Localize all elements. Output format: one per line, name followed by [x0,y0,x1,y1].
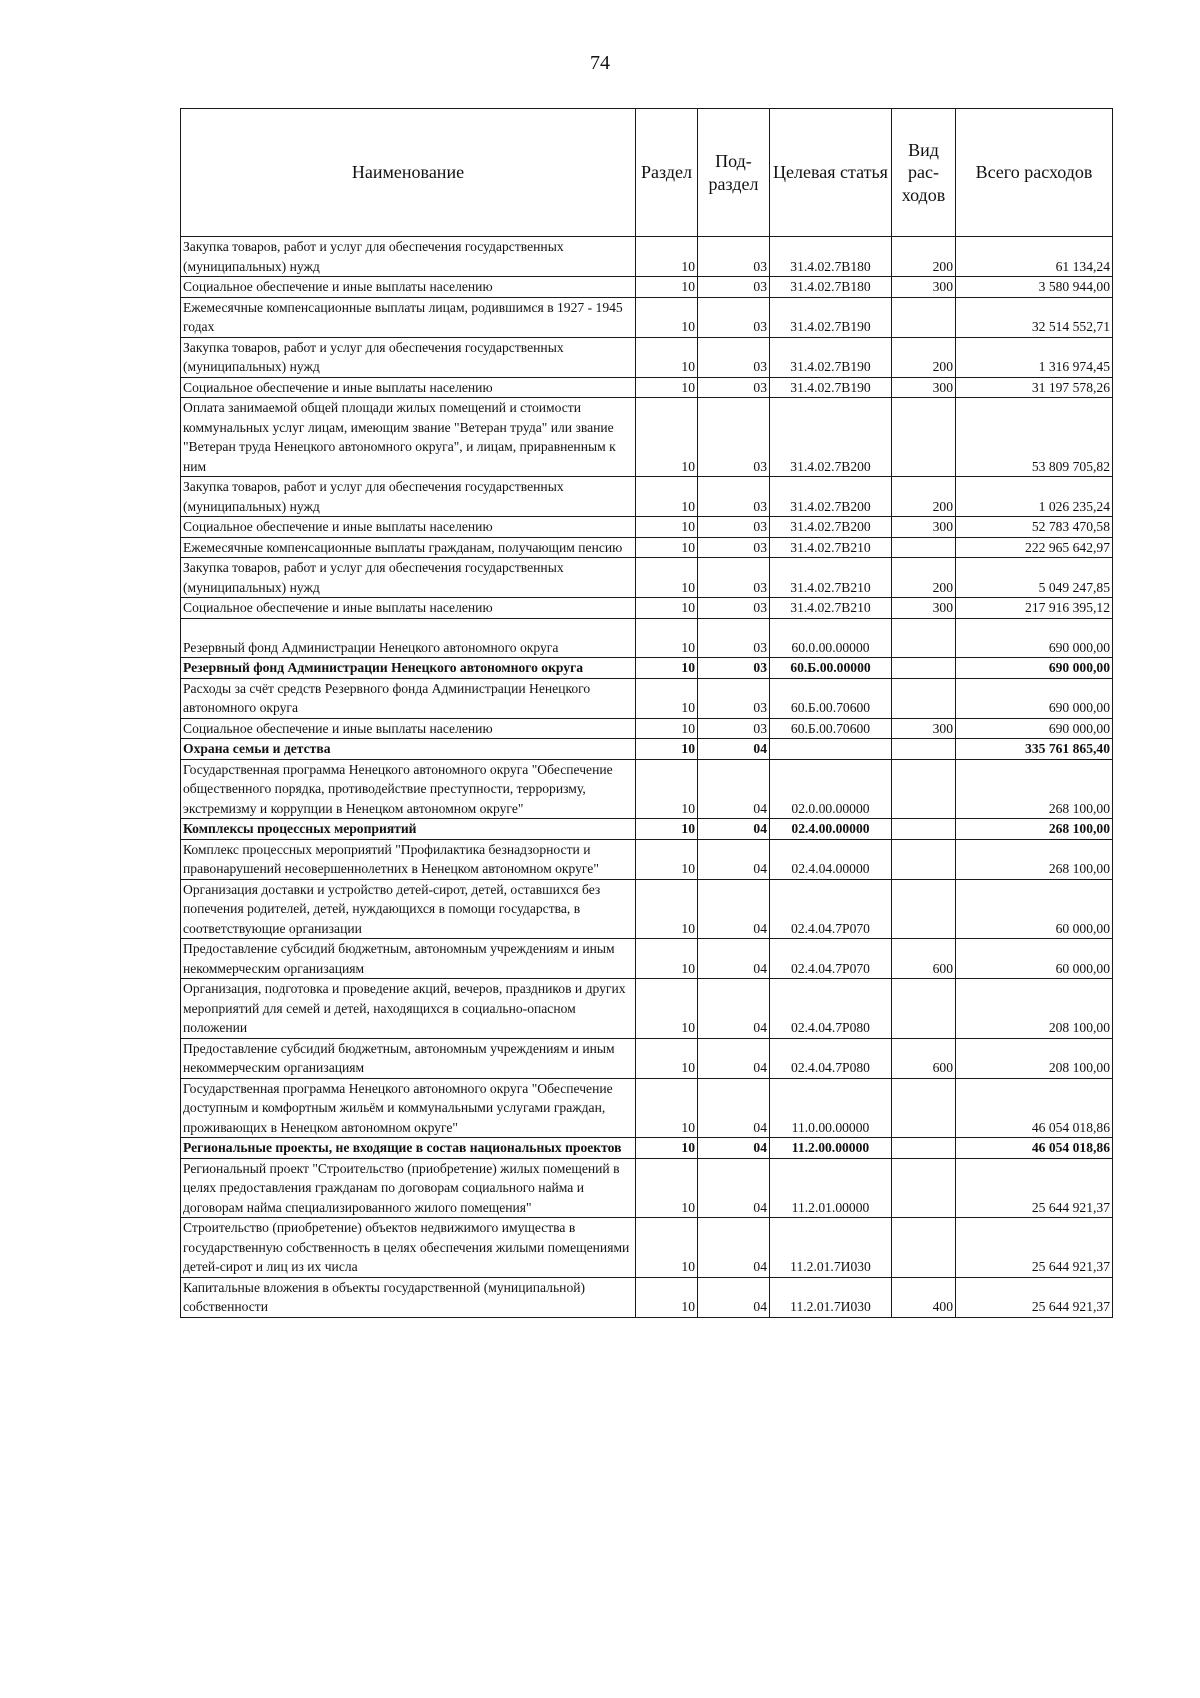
cell-article: 11.2.01.7И030 [770,1218,892,1278]
cell-name: Закупка товаров, работ и услуг для обеспечения государственных (муниципальных) нужд [181,337,636,377]
cell-total: 52 783 470,58 [956,517,1113,538]
table-row [181,558,1113,598]
cell-section: 10 [636,277,698,298]
table-row [181,879,1113,939]
cell-kind: 300 [892,277,956,298]
cell-section: 10 [636,759,698,819]
cell-total: 1 026 235,24 [956,477,1113,517]
cell-name: Ежемесячные компенсационные выплаты лицам, родившимся в 1927 - 1945 годах [181,297,636,337]
cell-kind [892,297,956,337]
cell-name: Предоставление субсидий бюджетным, автономным учреждениям и иным некоммерческим организациям [181,939,636,979]
table-row [181,537,1113,558]
cell-section: 10 [636,1078,698,1138]
table-row [181,277,1113,298]
cell-section: 10 [636,879,698,939]
table-row [181,377,1113,398]
cell-kind [892,678,956,718]
cell-name: Расходы за счёт средств Резервного фонда Администрации Ненецкого автономного округа [181,678,636,718]
cell-subsection: 04 [698,1078,770,1138]
cell-kind [892,759,956,819]
cell-section: 10 [636,658,698,679]
cell-kind [892,398,956,477]
cell-article: 60.Б.00.70600 [770,678,892,718]
table-row [181,718,1113,739]
cell-section: 10 [636,939,698,979]
cell-section: 10 [636,1218,698,1278]
table-row [181,939,1113,979]
cell-subsection: 03 [698,477,770,517]
cell-article: 31.4.02.7В210 [770,598,892,619]
cell-section: 10 [636,1158,698,1218]
cell-subsection: 04 [698,739,770,760]
cell-article: 31.4.02.7В190 [770,377,892,398]
cell-subsection: 04 [698,879,770,939]
cell-name: Закупка товаров, работ и услуг для обеспечения государственных (муниципальных) нужд [181,477,636,517]
cell-article: 31.4.02.7В210 [770,537,892,558]
cell-kind: 200 [892,558,956,598]
cell-section: 10 [636,819,698,840]
cell-kind [892,1218,956,1278]
cell-kind [892,618,956,658]
cell-article: 02.4.00.00000 [770,819,892,840]
cell-subsection: 03 [698,377,770,398]
cell-article: 02.4.04.7Р070 [770,939,892,979]
cell-section: 10 [636,1277,698,1317]
cell-subsection: 03 [698,337,770,377]
cell-subsection: 04 [698,979,770,1039]
budget-table [180,108,1113,1318]
table-row [181,517,1113,538]
header-section: Раздел [636,109,698,237]
cell-total: 690 000,00 [956,658,1113,679]
cell-subsection: 04 [698,1218,770,1278]
cell-section: 10 [636,477,698,517]
cell-total: 60 000,00 [956,939,1113,979]
table-row [181,979,1113,1039]
cell-article: 02.4.04.7Р080 [770,1038,892,1078]
cell-subsection: 03 [698,277,770,298]
cell-name: Государственная программа Ненецкого автономного округа "Обеспечение доступным и комфортным жильём и коммунальными услугами граждан, проживающих в Ненецком автономном округе" [181,1078,636,1138]
cell-section: 10 [636,718,698,739]
cell-total: 46 054 018,86 [956,1078,1113,1138]
cell-kind [892,879,956,939]
cell-article [770,739,892,760]
cell-article: 02.0.00.00000 [770,759,892,819]
cell-subsection: 04 [698,759,770,819]
cell-total: 222 965 642,97 [956,537,1113,558]
header-subsection: Под-раздел [698,109,770,237]
cell-subsection: 04 [698,839,770,879]
cell-name: Социальное обеспечение и иные выплаты населению [181,598,636,619]
table-row [181,398,1113,477]
header-total: Всего расходов [956,109,1113,237]
cell-name: Резервный фонд Администрации Ненецкого автономного округа [181,618,636,658]
cell-kind: 300 [892,517,956,538]
cell-kind: 200 [892,477,956,517]
cell-total: 53 809 705,82 [956,398,1113,477]
cell-section: 10 [636,537,698,558]
cell-subsection: 04 [698,819,770,840]
cell-name: Организация, подготовка и проведение акций, вечеров, праздников и других мероприятий для семей и детей, находящихся в социально-опасном положении [181,979,636,1039]
cell-name: Социальное обеспечение и иные выплаты населению [181,718,636,739]
cell-subsection: 04 [698,1038,770,1078]
table-row [181,839,1113,879]
cell-total: 32 514 552,71 [956,297,1113,337]
cell-total: 217 916 395,12 [956,598,1113,619]
cell-subsection: 03 [698,517,770,538]
cell-subsection: 03 [698,558,770,598]
page-number: 74 [590,52,610,74]
cell-total: 268 100,00 [956,759,1113,819]
table-row [181,678,1113,718]
cell-kind: 600 [892,939,956,979]
cell-subsection: 03 [698,678,770,718]
cell-article: 31.4.02.7В180 [770,237,892,277]
table-row [181,1078,1113,1138]
cell-name: Государственная программа Ненецкого автономного округа "Обеспечение общественного порядка, противодействие преступности, терроризму, экстремизму и коррупции в Ненецком автономном округе" [181,759,636,819]
cell-total: 60 000,00 [956,879,1113,939]
cell-name: Закупка товаров, работ и услуг для обеспечения государственных (муниципальных) нужд [181,237,636,277]
cell-total: 1 316 974,45 [956,337,1113,377]
table-row [181,1138,1113,1159]
cell-subsection: 03 [698,618,770,658]
cell-name: Региональные проекты, не входящие в состав национальных проектов [181,1138,636,1159]
header-kind: Вид рас-ходов [892,109,956,237]
cell-total: 61 134,24 [956,237,1113,277]
cell-section: 10 [636,398,698,477]
table-row [181,819,1113,840]
cell-subsection: 04 [698,1138,770,1159]
cell-section: 10 [636,377,698,398]
cell-section: 10 [636,1138,698,1159]
cell-section: 10 [636,297,698,337]
cell-name: Социальное обеспечение и иные выплаты населению [181,517,636,538]
table-row [181,297,1113,337]
cell-subsection: 04 [698,1277,770,1317]
cell-total: 25 644 921,37 [956,1277,1113,1317]
table-body [181,237,1113,1318]
cell-name: Капитальные вложения в объекты государственной (муниципальной) собственности [181,1277,636,1317]
cell-kind [892,739,956,760]
table-row [181,1218,1113,1278]
cell-total: 31 197 578,26 [956,377,1113,398]
cell-kind: 300 [892,377,956,398]
table-row [181,1277,1113,1317]
cell-article: 31.4.02.7В210 [770,558,892,598]
cell-article: 60.Б.00.70600 [770,718,892,739]
cell-name: Комплекс процессных мероприятий "Профилактика безнадзорности и правонарушений несовершеннолетних в Ненецком автономном округе" [181,839,636,879]
cell-subsection: 03 [698,398,770,477]
header-name: Наименование [181,109,636,237]
cell-kind: 200 [892,337,956,377]
cell-article: 02.4.04.7Р080 [770,979,892,1039]
cell-kind [892,979,956,1039]
cell-section: 10 [636,739,698,760]
cell-section: 10 [636,558,698,598]
cell-section: 10 [636,839,698,879]
table-header-row [181,109,1113,237]
cell-name: Охрана семьи и детства [181,739,636,760]
cell-total: 208 100,00 [956,979,1113,1039]
table-row [181,598,1113,619]
cell-subsection: 03 [698,658,770,679]
cell-article: 02.4.04.00000 [770,839,892,879]
cell-total: 3 580 944,00 [956,277,1113,298]
header-article: Целевая статья [770,109,892,237]
cell-subsection: 04 [698,939,770,979]
cell-article: 11.2.01.00000 [770,1158,892,1218]
cell-total: 690 000,00 [956,618,1113,658]
cell-total: 268 100,00 [956,819,1113,840]
cell-kind [892,537,956,558]
cell-kind: 300 [892,718,956,739]
cell-section: 10 [636,618,698,658]
cell-section: 10 [636,598,698,619]
cell-article: 31.4.02.7В180 [770,277,892,298]
cell-name: Предоставление субсидий бюджетным, автономным учреждениям и иным некоммерческим организациям [181,1038,636,1078]
cell-name: Региональный проект "Строительство (приобретение) жилых помещений в целях предоставления гражданам по договорам социального найма и договорам найма специализированного жилого помещения" [181,1158,636,1218]
cell-article: 31.4.02.7В200 [770,477,892,517]
cell-article: 31.4.02.7В190 [770,297,892,337]
cell-total: 690 000,00 [956,718,1113,739]
cell-subsection: 04 [698,1158,770,1218]
cell-article: 11.2.01.7И030 [770,1277,892,1317]
cell-name: Закупка товаров, работ и услуг для обеспечения государственных (муниципальных) нужд [181,558,636,598]
cell-kind: 400 [892,1277,956,1317]
cell-section: 10 [636,517,698,538]
table-row [181,1158,1113,1218]
cell-section: 10 [636,979,698,1039]
cell-name: Ежемесячные компенсационные выплаты гражданам, получающим пенсию [181,537,636,558]
table-row [181,759,1113,819]
cell-name: Социальное обеспечение и иные выплаты населению [181,277,636,298]
cell-total: 268 100,00 [956,839,1113,879]
cell-article: 31.4.02.7В200 [770,517,892,538]
cell-article: 11.0.00.00000 [770,1078,892,1138]
cell-name: Оплата занимаемой общей площади жилых помещений и стоимости коммунальных услуг лицам, имеющим звание "Ветеран труда" или звание "Ветеран труда Ненецкого автономного округа", и лицам, приравненным к ним [181,398,636,477]
cell-total: 46 054 018,86 [956,1138,1113,1159]
cell-article: 60.0.00.00000 [770,618,892,658]
cell-section: 10 [636,1038,698,1078]
cell-subsection: 03 [698,237,770,277]
cell-total: 25 644 921,37 [956,1218,1113,1278]
table-row [181,237,1113,277]
cell-kind [892,819,956,840]
cell-name: Комплексы процессных мероприятий [181,819,636,840]
cell-kind: 300 [892,598,956,619]
cell-section: 10 [636,678,698,718]
cell-kind: 200 [892,237,956,277]
table-row [181,477,1113,517]
table-row [181,618,1113,658]
cell-total: 5 049 247,85 [956,558,1113,598]
table-row [181,1038,1113,1078]
cell-section: 10 [636,337,698,377]
cell-name: Организация доставки и устройство детей-сирот, детей, оставшихся без попечения родителей, детей, нуждающихся в помощи государства, в соответствующие организации [181,879,636,939]
cell-kind [892,839,956,879]
cell-article: 31.4.02.7В200 [770,398,892,477]
cell-subsection: 03 [698,598,770,619]
table-row [181,337,1113,377]
cell-subsection: 03 [698,297,770,337]
cell-name: Резервный фонд Администрации Ненецкого автономного округа [181,658,636,679]
cell-total: 335 761 865,40 [956,739,1113,760]
cell-kind [892,1078,956,1138]
cell-article: 11.2.00.00000 [770,1138,892,1159]
cell-total: 25 644 921,37 [956,1158,1113,1218]
cell-total: 690 000,00 [956,678,1113,718]
table-row [181,739,1113,760]
cell-subsection: 03 [698,718,770,739]
cell-article: 31.4.02.7В190 [770,337,892,377]
table-row [181,658,1113,679]
cell-name: Строительство (приобретение) объектов недвижимого имущества в государственную собственность в целях обеспечения жилыми помещениями детей-сирот и лиц из их числа [181,1218,636,1278]
cell-name: Социальное обеспечение и иные выплаты населению [181,377,636,398]
cell-kind [892,1138,956,1159]
cell-kind [892,1158,956,1218]
cell-total: 208 100,00 [956,1038,1113,1078]
cell-article: 60.Б.00.00000 [770,658,892,679]
cell-kind [892,658,956,679]
cell-subsection: 03 [698,537,770,558]
cell-section: 10 [636,237,698,277]
cell-article: 02.4.04.7Р070 [770,879,892,939]
cell-kind: 600 [892,1038,956,1078]
